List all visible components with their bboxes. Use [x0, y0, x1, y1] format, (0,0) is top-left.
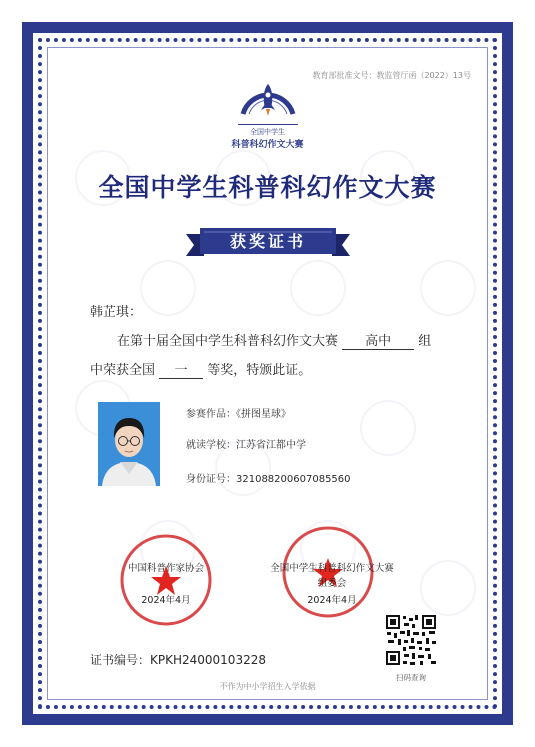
- school-row: [186, 436, 306, 451]
- right-organization-line1: 全国中学生科普科幻作文大赛: [270, 563, 394, 574]
- work-label: 参赛作品：: [186, 409, 236, 420]
- citation-group-suffix: 组: [418, 334, 432, 349]
- right-date: 2024年4月: [307, 595, 357, 606]
- right-organization-line2: 组委会: [317, 578, 347, 589]
- left-red-seal: [118, 532, 214, 628]
- qr-code-icon[interactable]: [385, 614, 437, 666]
- citation-line2-prefix: 中荣获全国: [90, 363, 156, 378]
- certificate-number: 证书编号：KPKH24000103228: [90, 653, 266, 667]
- prize-value: 一: [159, 359, 203, 379]
- citation-line-1: [117, 330, 431, 350]
- work-row: [186, 405, 291, 420]
- school-value: 江苏省江都中学: [236, 440, 306, 451]
- recipient-name: 韩芷琪：: [90, 305, 143, 320]
- citation-prefix: 在第十届全国中学生科普科幻作文大赛: [117, 334, 339, 349]
- left-date: 2024年4月: [141, 595, 191, 606]
- award-certificate-label: 获奖证书: [229, 232, 306, 251]
- citation-line-2: [90, 359, 311, 379]
- student-photo: [98, 402, 160, 486]
- logo-text-line2: 科普科幻作文大赛: [231, 140, 304, 150]
- qr-label: 扫码查询: [396, 673, 426, 682]
- id-value: 321088200607085560: [236, 474, 351, 485]
- school-label: 就读学校：: [186, 440, 236, 451]
- group-value: 高中: [342, 330, 414, 350]
- id-label: 身份证号：: [186, 474, 236, 485]
- left-organization: 中国科普作家协会: [127, 563, 204, 574]
- approval-number: 教育部批准文号：教监管厅函（2022）13号: [312, 71, 471, 80]
- rocket-logo-icon: [235, 78, 301, 118]
- logo-divider: [238, 124, 298, 125]
- footer-note: 不作为中小学招生入学依据: [219, 682, 316, 691]
- citation-line2-suffix: 等奖，特颁此证。: [207, 363, 312, 378]
- certificate-title: 全国中学生科普科幻作文大赛: [98, 173, 437, 202]
- work-value: 《拼图星球》: [236, 409, 291, 420]
- logo-text-line1: 全国中学生: [250, 128, 285, 136]
- id-row: [186, 470, 351, 485]
